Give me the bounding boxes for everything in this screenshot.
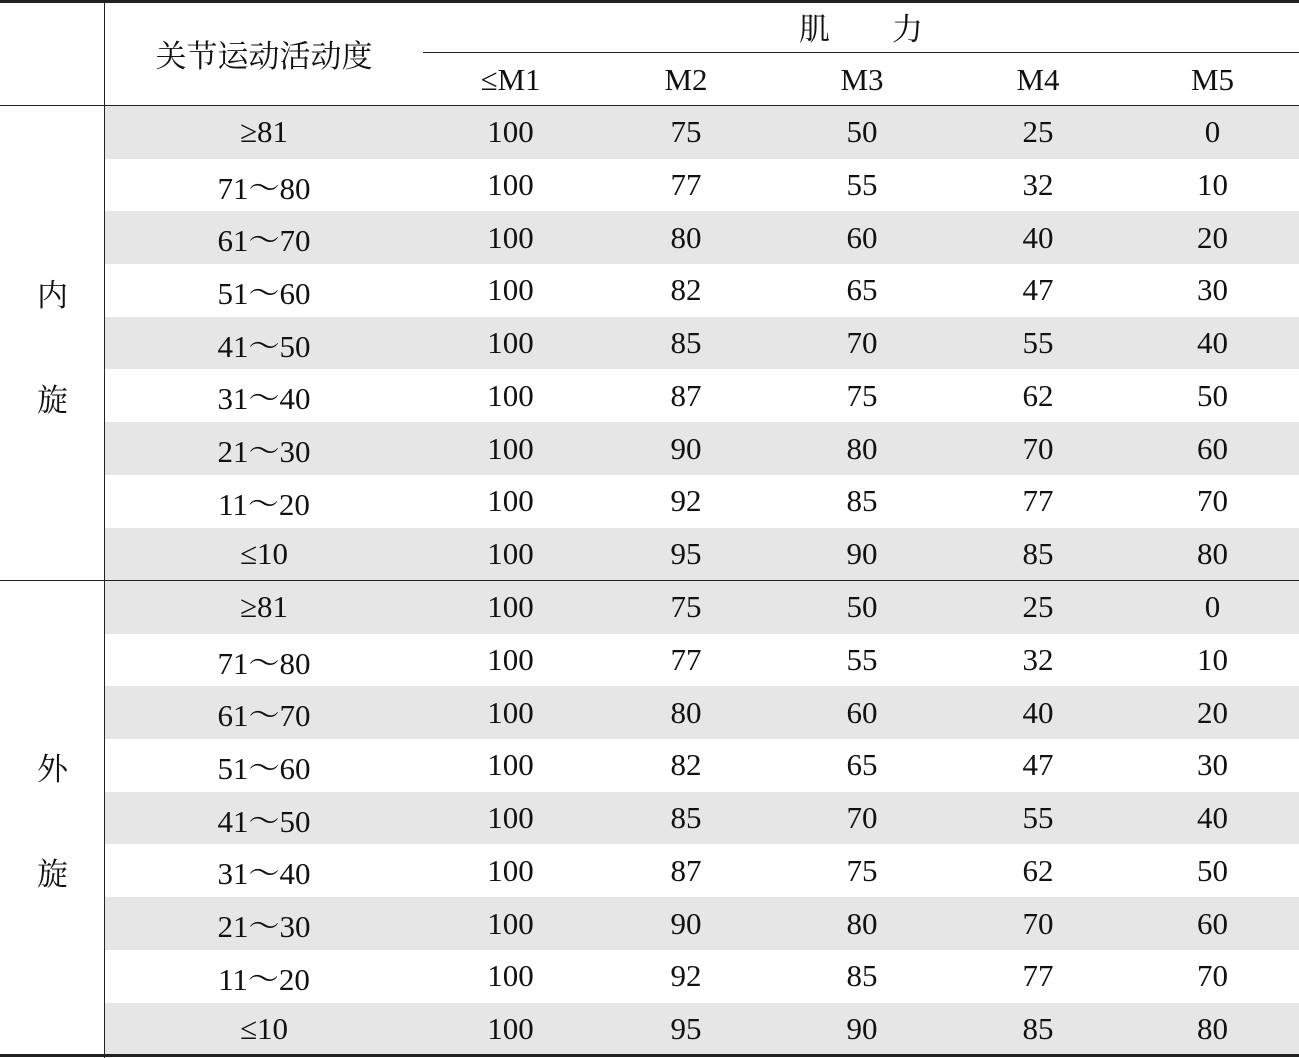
cell-m2: 80: [670, 694, 702, 730]
cell-m5: 0: [1204, 589, 1221, 625]
cell-m2: 80: [670, 219, 702, 255]
cell-rom: ≤10: [239, 1010, 288, 1046]
cell-m4: 40: [1022, 694, 1054, 730]
cell-m4: 70: [1022, 430, 1054, 466]
cell-m4: 47: [1022, 747, 1054, 783]
cell-m3: 85: [846, 958, 878, 994]
grade-header-m4: M4: [1016, 61, 1060, 97]
cell-rom: 41～50: [217, 803, 311, 839]
cell-m5: 60: [1197, 430, 1228, 466]
cell-m3: 80: [846, 430, 878, 466]
group-label-external-2: 旋: [37, 857, 68, 892]
cell-m2: 82: [670, 747, 702, 783]
cell-m3: 70: [846, 800, 878, 836]
cell-m2: 75: [670, 589, 702, 625]
cell-m1: 100: [487, 483, 534, 519]
cell-m1: 100: [487, 535, 534, 571]
cell-m2: 85: [670, 325, 702, 361]
cell-m3: 65: [846, 272, 878, 308]
cell-m3: 60: [846, 694, 878, 730]
cell-m3: 90: [846, 1010, 878, 1046]
cell-rom: ≤10: [239, 535, 288, 571]
grade-header-m2: M2: [664, 61, 708, 97]
cell-rom: 61～70: [217, 698, 311, 734]
cell-m3: 75: [846, 377, 878, 413]
cell-m5: 10: [1197, 642, 1228, 678]
cell-m2: 95: [670, 1010, 702, 1046]
cell-rom: 41～50: [217, 328, 311, 364]
cell-m3: 65: [846, 747, 878, 783]
cell-m3: 85: [846, 483, 878, 519]
cell-m1: 100: [487, 1010, 534, 1046]
cell-rom: 21～30: [217, 909, 311, 945]
cell-m5: 70: [1197, 483, 1228, 519]
group-label-external-1: 外: [37, 752, 68, 787]
cell-rom: 11～20: [218, 486, 310, 522]
cell-m4: 77: [1022, 483, 1054, 519]
cell-m2: 92: [670, 958, 702, 994]
cell-m4: 32: [1022, 642, 1054, 678]
cell-m1: 100: [487, 694, 534, 730]
cell-rom: 31～40: [217, 856, 311, 892]
cell-m2: 87: [670, 377, 702, 413]
cell-m5: 50: [1197, 377, 1228, 413]
cell-m5: 50: [1197, 852, 1228, 888]
cell-rom: ≥81: [239, 589, 288, 625]
cell-m5: 70: [1197, 958, 1228, 994]
cell-m2: 87: [670, 852, 702, 888]
cell-m5: 10: [1197, 167, 1228, 203]
cell-m4: 40: [1022, 219, 1054, 255]
cell-m1: 100: [487, 589, 534, 625]
cell-m2: 85: [670, 800, 702, 836]
bottom-rule: [0, 1054, 1299, 1057]
cell-m5: 20: [1197, 694, 1228, 730]
cell-m3: 80: [846, 905, 878, 941]
cell-m4: 85: [1022, 1010, 1054, 1046]
cell-rom: 51～60: [217, 275, 311, 311]
cell-m5: 60: [1197, 905, 1228, 941]
cell-rom: 71～80: [217, 645, 311, 681]
strength-header: 肌 力: [799, 12, 923, 47]
rom-header: 关节运动活动度: [155, 38, 373, 74]
cell-m2: 90: [670, 905, 702, 941]
grade-header-m1: ≤M1: [480, 61, 541, 97]
cell-m1: 100: [487, 272, 534, 308]
cell-m1: 100: [487, 905, 534, 941]
cell-m1: 100: [487, 219, 534, 255]
cell-m5: 0: [1204, 114, 1221, 150]
cell-m3: 90: [846, 535, 878, 571]
cell-m1: 100: [487, 800, 534, 836]
cell-m1: 100: [487, 430, 534, 466]
cell-m2: 77: [670, 642, 702, 678]
cell-m3: 55: [846, 642, 878, 678]
group-label-internal-1: 内: [37, 278, 68, 313]
cell-m3: 55: [846, 167, 878, 203]
cell-m2: 77: [670, 167, 702, 203]
grade-header-m5: M5: [1190, 61, 1235, 97]
cell-rom: 61～70: [217, 223, 311, 259]
cell-m3: 70: [846, 325, 878, 361]
cell-m4: 85: [1022, 535, 1054, 571]
cell-m4: 47: [1022, 272, 1054, 308]
cell-m1: 100: [487, 642, 534, 678]
cell-m2: 90: [670, 430, 702, 466]
cell-m5: 30: [1197, 272, 1228, 308]
cell-m4: 62: [1022, 852, 1054, 888]
cell-rom: 31～40: [217, 381, 311, 417]
cell-m4: 55: [1022, 325, 1054, 361]
cell-m1: 100: [487, 852, 534, 888]
cell-m5: 30: [1197, 747, 1228, 783]
cell-m1: 100: [487, 167, 534, 203]
cell-m5: 40: [1197, 800, 1228, 836]
cell-m5: 40: [1197, 325, 1228, 361]
cell-m4: 25: [1022, 114, 1054, 150]
cell-m4: 25: [1022, 589, 1054, 625]
cell-m5: 80: [1197, 535, 1228, 571]
cell-m3: 50: [846, 114, 878, 150]
cell-m4: 70: [1022, 905, 1054, 941]
cell-m2: 82: [670, 272, 702, 308]
cell-m4: 77: [1022, 958, 1054, 994]
cell-m2: 92: [670, 483, 702, 519]
cell-m3: 60: [846, 219, 878, 255]
cell-m3: 50: [846, 589, 878, 625]
cell-m1: 100: [487, 114, 534, 150]
cell-m1: 100: [487, 377, 534, 413]
cell-rom: 21～30: [217, 434, 311, 470]
cell-m1: 100: [487, 958, 534, 994]
cell-m2: 75: [670, 114, 702, 150]
cell-rom: 71～80: [217, 170, 311, 206]
cell-m4: 32: [1022, 167, 1054, 203]
cell-rom: 51～60: [217, 750, 311, 786]
cell-m1: 100: [487, 325, 534, 361]
cell-rom: 11～20: [218, 961, 310, 997]
cell-m5: 20: [1197, 219, 1228, 255]
strength-underline: [423, 52, 1299, 53]
top-rule: [0, 0, 1299, 3]
group-separator: [0, 580, 1299, 581]
cell-m2: 95: [670, 535, 702, 571]
cell-m5: 80: [1197, 1010, 1228, 1046]
cell-m4: 62: [1022, 377, 1054, 413]
cell-m1: 100: [487, 747, 534, 783]
label-column-rule: [104, 0, 105, 1058]
grade-header-m3: M3: [840, 61, 884, 97]
header-rule: [0, 105, 1299, 106]
cell-rom: ≥81: [239, 114, 288, 150]
group-label-internal-2: 旋: [37, 383, 68, 418]
cell-m4: 55: [1022, 800, 1054, 836]
cell-m3: 75: [846, 852, 878, 888]
